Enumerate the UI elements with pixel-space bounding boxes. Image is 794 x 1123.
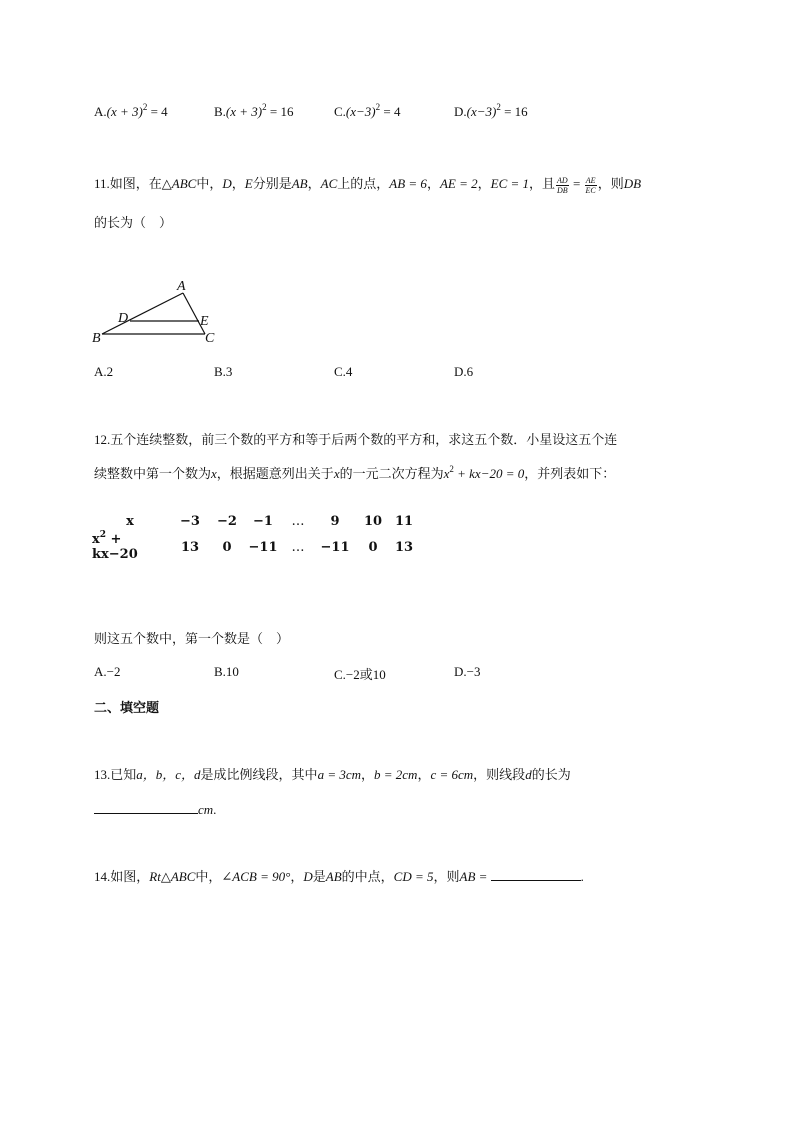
q11-option-d: D.6 — [454, 364, 474, 379]
label-c: C — [205, 331, 215, 346]
answer-blank[interactable] — [491, 866, 581, 881]
q10-option-a: $A.(x + 3)^2 = 4$ — [94, 102, 168, 119]
q12-option-c: C.−2或10 — [334, 667, 386, 682]
table-cell: … — [291, 539, 305, 555]
q12-option-d: D.−3 — [454, 664, 481, 679]
table-cell: 9 — [330, 514, 340, 529]
fraction-ad-db: $\frac{AD}{DB}$ — [557, 175, 568, 195]
q12-option-a: A.−2 — [94, 664, 121, 679]
q11-option-b: B.3 — [214, 364, 233, 379]
table-cell: 10 — [363, 514, 383, 529]
q11-stem-line2: 的长为（ ） — [94, 215, 173, 230]
q10-option-c: $C.(x-3)^2 = 4$ — [334, 102, 401, 119]
q11-option-c: C.4 — [334, 364, 353, 379]
fraction-ae-ec: $\frac{AE}{EC}$ — [585, 175, 596, 195]
table-head-expression: $x^2 + kx-20$ — [92, 530, 138, 562]
label-a: A — [177, 279, 186, 294]
q12-stem-line1: 12.五个连续整数，前三个数的平方和等于后两个数的平方和，求这五个数．小星设这五个连 — [94, 432, 618, 447]
triangle-figure — [88, 276, 228, 348]
table-cell: −3 — [180, 514, 200, 529]
q10-option-d: $D.(x-3)^2 = 16$ — [454, 102, 528, 119]
q12-stem-line2: 续整数中第一个数为x，根据题意列出关于x的一元二次方程为$x^2 + kx-20 = 0$，并列表如下： — [94, 464, 616, 481]
answer-blank[interactable] — [94, 799, 198, 814]
q13-answer-line: cm. — [94, 799, 216, 818]
value-table — [92, 511, 420, 562]
table-cell: −1 — [253, 514, 273, 529]
table-cell: 11 — [394, 514, 414, 529]
q12-question: 则这五个数中，第一个数是（ ） — [94, 631, 290, 646]
q10-option-b: $B.(x + 3)^2 = 16$ — [214, 102, 294, 119]
q12-option-b: B.10 — [214, 664, 239, 679]
section-heading: 二、填空题 — [94, 701, 160, 716]
table-cell: 13 — [394, 539, 414, 555]
table-cell: 0 — [222, 539, 232, 555]
table-cell: 0 — [368, 539, 378, 555]
table-cell: −11 — [320, 539, 350, 555]
q11-stem-line1: 11.如图，在△ABC中，D，E分别是AB，AC上的点，AB = 6，AE = 2，EC = 1，且 $\frac{AD}{DB}$ = $\frac{AE}{EC}$ ，则DB — [94, 175, 642, 195]
table-cell: −11 — [248, 539, 278, 555]
label-e: E — [200, 314, 209, 329]
label-d: D — [118, 311, 129, 326]
label-b: B — [92, 331, 101, 346]
table-row — [92, 532, 420, 562]
table-head-x: x — [126, 514, 134, 529]
table-cell: −2 — [217, 514, 237, 529]
table-cell: 13 — [180, 539, 200, 555]
q11-option-a: A.2 — [94, 364, 114, 379]
segment-ba — [102, 293, 183, 334]
q13-stem-line1: 13.已知a，b，c，d是成比例线段，其中a = 3cm，b = 2cm，c = 6cm，则线段d的长为 — [94, 767, 571, 782]
q14-stem: 14.如图，Rt△ABC中，∠ACB = 90°，D是AB的中点，CD = 5，则AB = . — [94, 866, 584, 885]
table-cell: … — [291, 514, 305, 529]
table-row — [92, 511, 420, 532]
